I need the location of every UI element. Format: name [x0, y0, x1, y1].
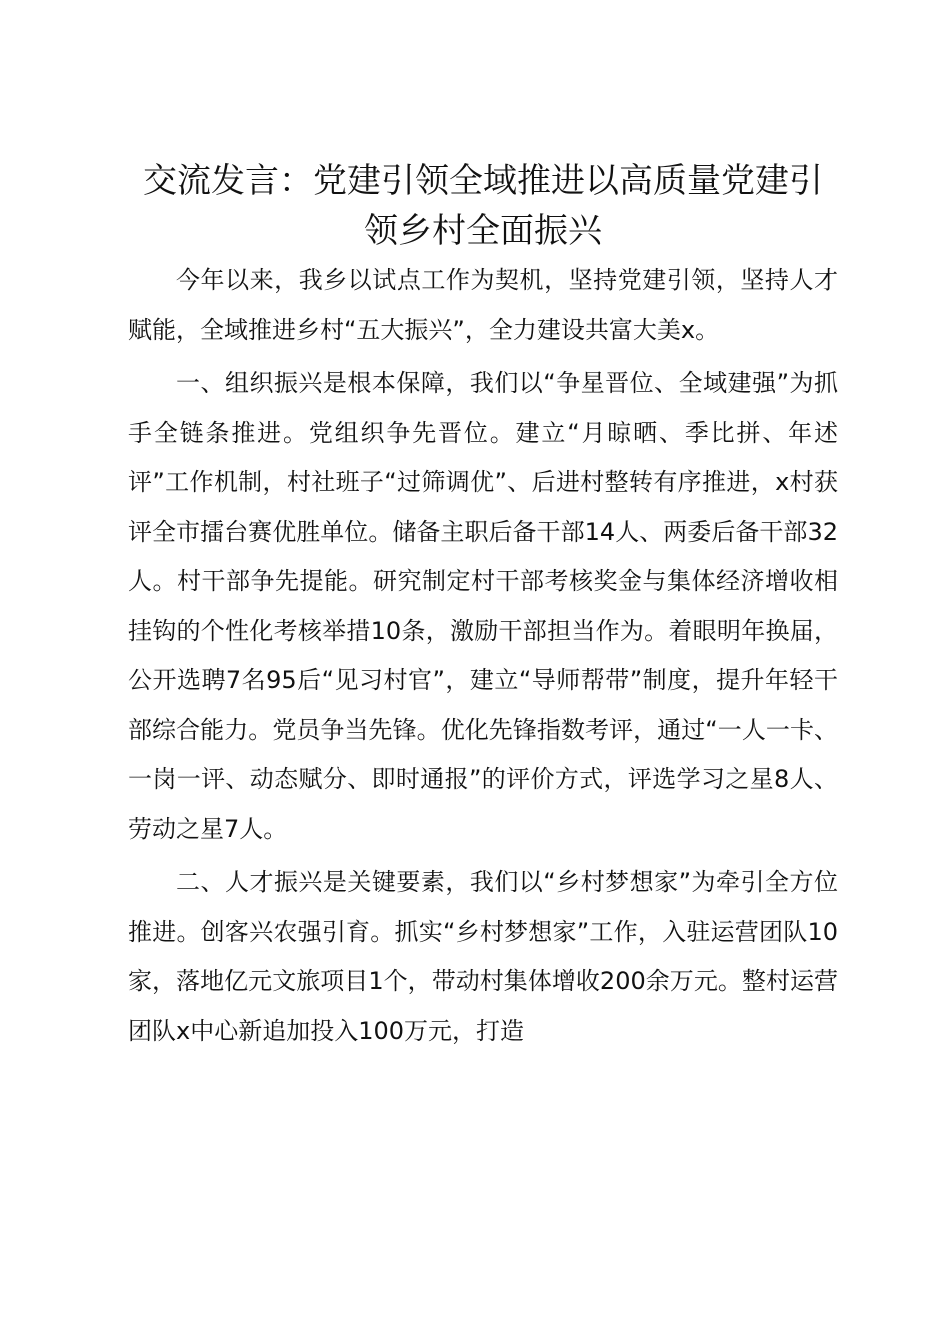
document-page	[128, 156, 838, 1056]
intro-paragraph: 今年以来，我乡以试点工作为契机，坚持党建引领，坚持人才赋能，全域推进乡村“五大振兴”，全力建设共富大美x。	[128, 266, 838, 344]
document-title: 交流发言：党建引领全域推进以高质量党建引领乡村全面振兴	[143, 161, 823, 251]
talent-revitalization-paragraph: 二、人才振兴是关键要素，我们以“乡村梦想家”为牵引全方位推进。创客兴农强引育。抓实“乡村梦想家”工作，入驻运营团队10家，落地亿元文旅项目1个，带动村集体增收200余万元。整村运营团队x中心新追加投入100万元，打造	[128, 868, 838, 1045]
organization-revitalization-paragraph: 一、组织振兴是根本保障，我们以“争星晋位、全域建强”为抓手全链条推进。党组织争先晋位。建立“月晾晒、季比拼、年述评”工作机制，村社班子“过筛调优”、后进村整转有序推进，x村获评全市擂台赛优胜单位。储备主职后备干部14人、两委后备干部32人。村干部争先提能。研究制定村干部考核奖金与集体经济增收相挂钩的个性化考核举措10条，激励干部担当作为。着眼明年换届，公开选聘7名95后“见习村官”，建立“导师帮带”制度，提升年轻干部综合能力。党员争当先锋。优化先锋指数考评，通过“一人一卡、一岗一评、动态赋分、即时通报”的评价方式，评选学习之星8人、劳动之星7人。	[128, 369, 838, 843]
